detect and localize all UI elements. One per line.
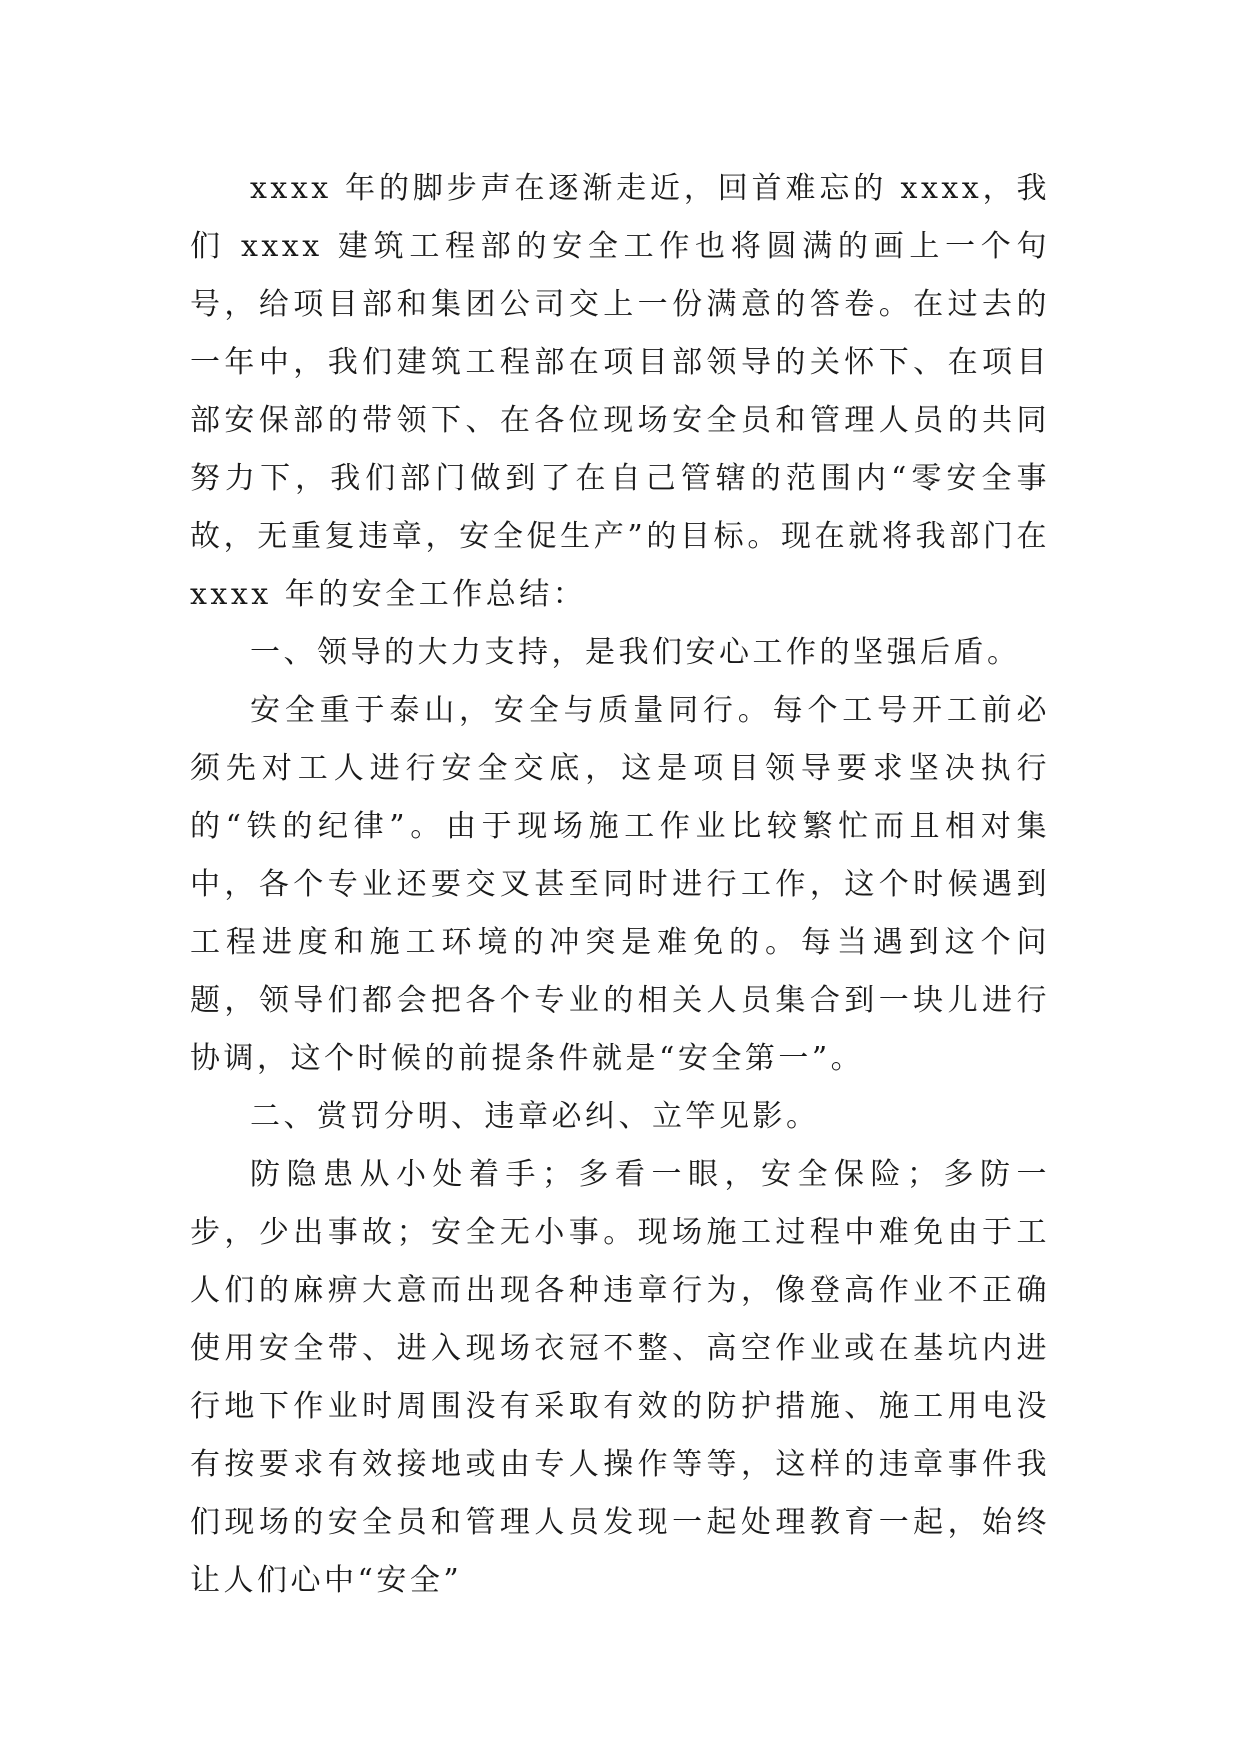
document-page <box>190 160 1050 1610</box>
section-heading-1: 一、领导的大力支持，是我们安心工作的坚强后盾。 <box>250 635 1021 670</box>
section-heading-2: 二、赏罚分明、违章必纠、立竿见影。 <box>250 1099 820 1134</box>
paragraph-intro: xxxx 年的脚步声在逐渐走近，回首难忘的 xxxx，我们 xxxx 建筑工程部的安全工作也将圆满的画上一个句号，给项目部和集团公司交上一份满意的答卷。在过去的一年中，我们建筑工程部在项目部领导的关怀下、在项目部安保部的带领下、在各位现场安全员和管理人员的共同努力下，我们部门做到了在自己管辖的范围内“零安全事故，无重复违章，安全促生产”的目标。现在就将我部门在 xxxx 年的安全工作总结： <box>190 171 1050 612</box>
paragraph-section-2: 防隐患从小处着手；多看一眼，安全保险；多防一步，少出事故；安全无小事。现场施工过程中难免由于工人们的麻痹大意而出现各种违章行为，像登高作业不正确使用安全带、进入现场衣冠不整、高空作业或在基坑内进行地下作业时周围没有采取有效的防护措施、施工用电没有按要求有效接地或由专人操作等等，这样的违章事件我们现场的安全员和管理人员发现一起处理教育一起，始终让人们心中“安全” <box>190 1157 1050 1598</box>
paragraph-section-1: 安全重于泰山，安全与质量同行。每个工号开工前必须先对工人进行安全交底，这是项目领导要求坚决执行的“铁的纪律”。由于现场施工作业比较繁忙而且相对集中，各个专业还要交叉甚至同时进行工作，这个时候遇到工程进度和施工环境的冲突是难免的。每当遇到这个问题，领导们都会把各个专业的相关人员集合到一块儿进行协调，这个时候的前提条件就是“安全第一”。 <box>190 693 1050 1076</box>
